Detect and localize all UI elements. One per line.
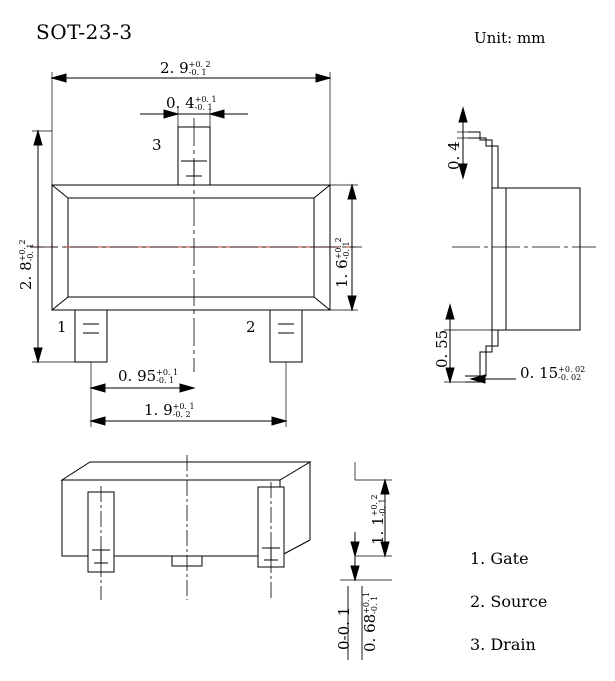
page-title: SOT-23-3 <box>36 20 133 44</box>
unit-label: Unit: mm <box>474 29 546 47</box>
legend-item-gate: 1. Gate <box>470 549 529 568</box>
dimension-pin-span-tolerance: +0. 1 -0. 2 <box>172 401 195 419</box>
dimension-body-inner-height-value: 1. 6 <box>333 259 351 288</box>
dimension-front-standoff <box>334 607 353 650</box>
dimension-front-height-tolerance: +0. 2 -0. 1 <box>369 494 387 517</box>
dimension-lead-thickness-tolerance: +0. 02 -0. 02 <box>558 364 586 382</box>
dimension-pin-width-tolerance: +0. 1 -0. 1 <box>194 94 217 112</box>
dimension-pin-span-value: 1. 9 <box>144 401 173 419</box>
dimension-front-height <box>368 494 387 545</box>
legend-item-drain: 3. Drain <box>470 635 536 654</box>
pin-number-1: 1 <box>57 318 67 336</box>
dimension-front-body-value: 0. 68 <box>361 613 379 652</box>
dimension-front-body-tolerance: +0. 1 -0. 1 <box>361 591 379 614</box>
pin-number-3: 3 <box>152 136 162 154</box>
legend-item-source: 2. Source <box>470 592 548 611</box>
dimension-body-height-value: 2. 8 <box>17 261 35 290</box>
dimension-top-width-value: 2. 9 <box>160 59 189 77</box>
dimension-front-standoff-value: 0-0. 1 <box>335 606 353 650</box>
dimension-body-inner-height <box>332 237 351 288</box>
dimension-body-height-tolerance: +0. 2 -0. 1 <box>17 239 35 262</box>
dimension-pin-pitch-value: 0. 95 <box>118 367 157 385</box>
dimension-pin-pitch <box>118 366 178 385</box>
dimension-body-height <box>16 239 35 290</box>
dimension-top-width-tolerance: +0. 2 -0. 1 <box>188 59 211 77</box>
dimension-side-top-value: 0. 4 <box>445 141 463 170</box>
dimension-side-top <box>444 141 463 170</box>
dimension-pin-width-value: 0. 4 <box>166 94 195 112</box>
dimension-front-body <box>360 592 379 652</box>
dimension-pin-pitch-tolerance: +0. 1 -0. 1 <box>156 367 179 385</box>
dimension-body-inner-height-tolerance: +0. 2 -0. 1 <box>333 237 351 260</box>
dimension-pin-width <box>166 93 217 112</box>
dimension-side-standoff-value: 0. 55 <box>433 329 451 368</box>
pin-number-2: 2 <box>246 318 256 336</box>
dimension-pin-span <box>144 400 195 419</box>
dimension-lead-thickness <box>520 363 585 382</box>
dimension-top-width <box>160 58 211 77</box>
dimension-lead-thickness-value: 0. 15 <box>520 364 559 382</box>
dimension-front-height-value: 1. 1 <box>369 516 387 545</box>
dimension-side-standoff <box>432 330 451 368</box>
